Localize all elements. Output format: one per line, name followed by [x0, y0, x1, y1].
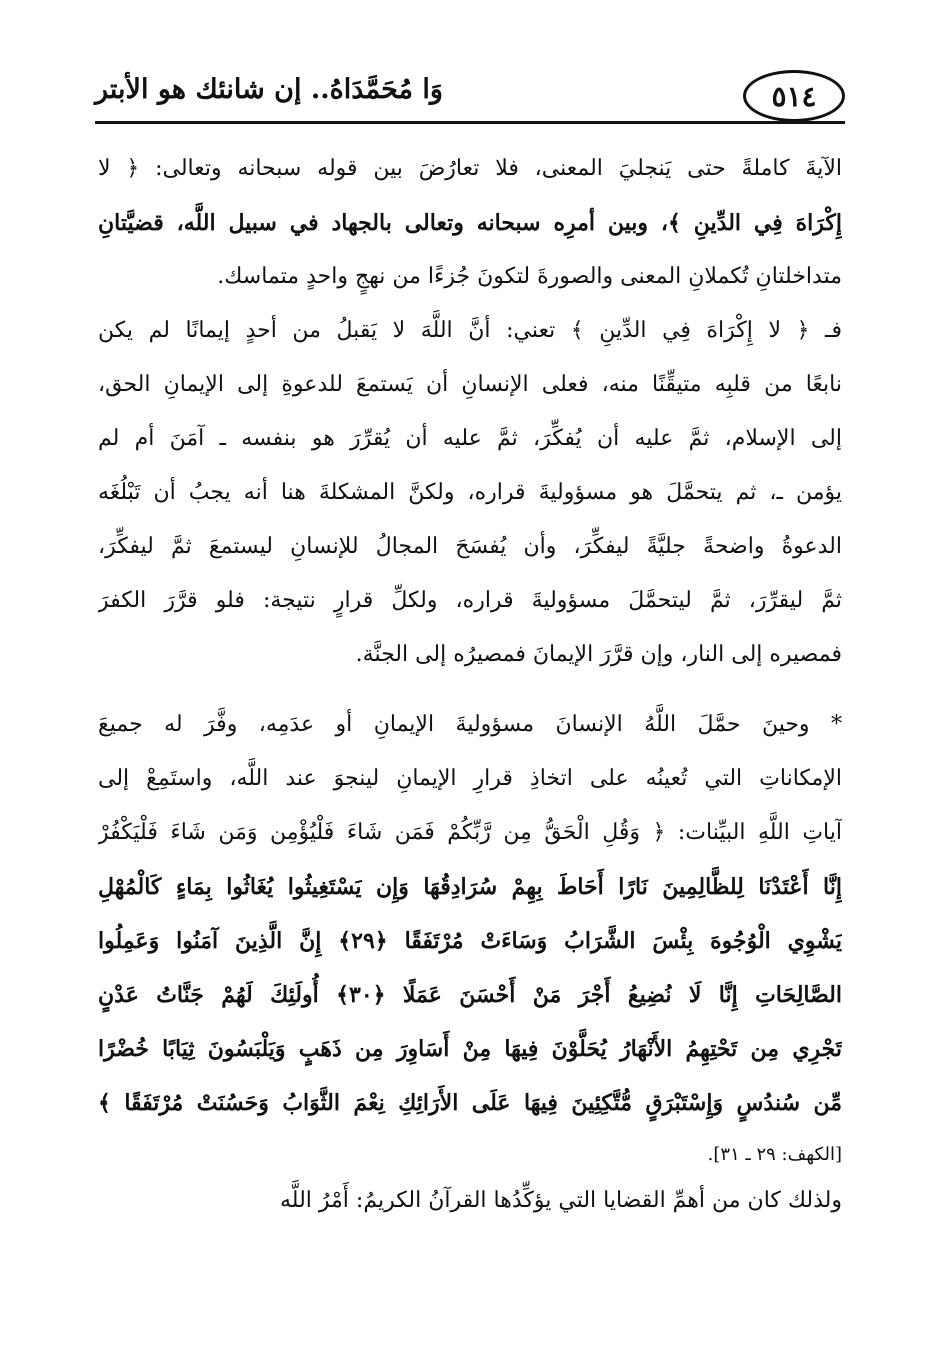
text-line: الإمكاناتِ التي تُعينُه على اتخاذِ قرارِ الإيمانِ لينجوَ عند اللَّه، واستَمِعْ إلى [98, 766, 842, 791]
page-header [95, 66, 845, 130]
page-number: ٥١٤ [771, 79, 817, 113]
quran-line: إِنَّا أَعْتَدْنَا لِلظَّالِمِينَ نَارًا أَحَاطَ بِهِمْ سُرَادِقُهَا وَإِن يَسْتَغِيثُوا يُغَاثُوا بِمَاءٍ كَالْمُهْلِ [98, 874, 842, 900]
text-line: فـ ﴿ لا إِكْرَاهَ فِي الدِّينِ ﴾ تعني: أنَّ اللَّهَ لا يَقبلُ من أحدٍ إيمانًا لم يكن [98, 318, 842, 343]
text-line: * وحينَ حمَّلَ اللَّهُ الإنسانَ مسؤوليةَ الإيمانِ أو عدَمِه، وفَّرَ له جميعَ [98, 712, 842, 737]
paragraph-gap [98, 682, 842, 698]
text-line: إِكْرَاهَ فِي الدِّينِ ﴾، وبين أمرِه سبحانه وتعالى بالجهاد في سبيل اللَّه، قضيَّتانِ [98, 210, 842, 236]
quran-line: تَجْرِي مِن تَحْتِهِمُ الأَنْهَارُ يُحَلَّوْنَ فِيهَا مِنْ أَسَاوِرَ مِن ذَهَبٍ وَيَلْبَسُونَ ثِيَابًا خُضْرًا [98, 1036, 842, 1062]
page-number-badge [743, 70, 845, 122]
text-line: الدعوةُ واضحةً جليَّةً ليفكِّرَ، وأن يُفسَحَ المجالُ للإنسانِ ليستمعَ ثمَّ ليفكِّرَ، [98, 534, 842, 559]
text-line: إلى الإسلام، ثمَّ عليه أن يُفكِّرَ، ثمَّ عليه أن يُقرِّرَ هو بنفسه ـ آمَنَ أم لم [98, 426, 842, 451]
header-rule [95, 121, 845, 124]
quran-line: يَشْوِي الْوُجُوهَ بِئْسَ الشَّرَابُ وَسَاءَتْ مُرْتَفَقًا ﴿٢٩﴾ إِنَّ الَّذِينَ آمَنُوا وَعَمِلُوا [98, 928, 842, 954]
quran-line: مِّن سُندُسٍ وَإِسْتَبْرَقٍ مُّتَّكِئِينَ فِيهَا عَلَى الأَرَائِكِ نِعْمَ الثَّوَابُ وَحَسُنَتْ مُرْتَفَقًا ﴾ [98, 1090, 842, 1116]
text-line: ولذلك كان من أهمِّ القضايا التي يؤكِّدُها القرآنُ الكريمُ: أَمْرُ اللَّه [280, 1188, 842, 1213]
running-title: وَا مُحَمَّدَاهُ.. إن شانئك هو الأبتر [95, 74, 443, 105]
text-line: فمصيره إلى النار، وإن قرَّرَ الإيمانَ فمصيرُه إلى الجنَّة. [355, 642, 842, 667]
text-line: ثمَّ ليقرِّرَ، ثمَّ ليتحمَّلَ مسؤوليةَ قراره، ولكلِّ قرارٍ نتيجة: فلو قرَّرَ الكفرَ [98, 588, 842, 613]
quran-line: الصَّالِحَاتِ إِنَّا لَا نُضِيعُ أَجْرَ مَنْ أَحْسَنَ عَمَلًا ﴿٣٠﴾ أُولَئِكَ لَهُمْ جَنَّاتُ عَدْنٍ [98, 982, 842, 1008]
text-line: يؤمن ـ، ثم يتحمَّلَ هو مسؤوليةَ قراره، ولكنَّ المشكلةَ هنا أنه يجبُ أن تَبْلُغَه [98, 480, 842, 505]
text-line: متداخلتانِ تُكملانِ المعنى والصورةَ لتكونَ جُزءًا من نهجٍ واحدٍ متماسك. [217, 264, 842, 289]
text-line: الآيةَ كاملةً حتى يَنجليَ المعنى، فلا تعارُضَ بين قوله سبحانه وتعالى: ﴿ لا [98, 156, 842, 181]
text-line: آياتِ اللَّهِ البيِّنات: ﴿ وَقُلِ الْحَقُّ مِن رَّبِّكُمْ فَمَن شَاءَ فَلْيُؤْمِن وَمَن شَاءَ فَلْيَكْفُرْ [98, 820, 842, 845]
text-line: نابعًا من قلبِه متيقِّنًا منه، فعلى الإنسانِ أن يَستمعَ للدعوةِ إلى الإيمانِ الحق، [98, 372, 842, 397]
body-text [98, 142, 842, 1228]
verse-reference: [الكهف: ٢٩ ـ ٣١]. [707, 1144, 842, 1165]
